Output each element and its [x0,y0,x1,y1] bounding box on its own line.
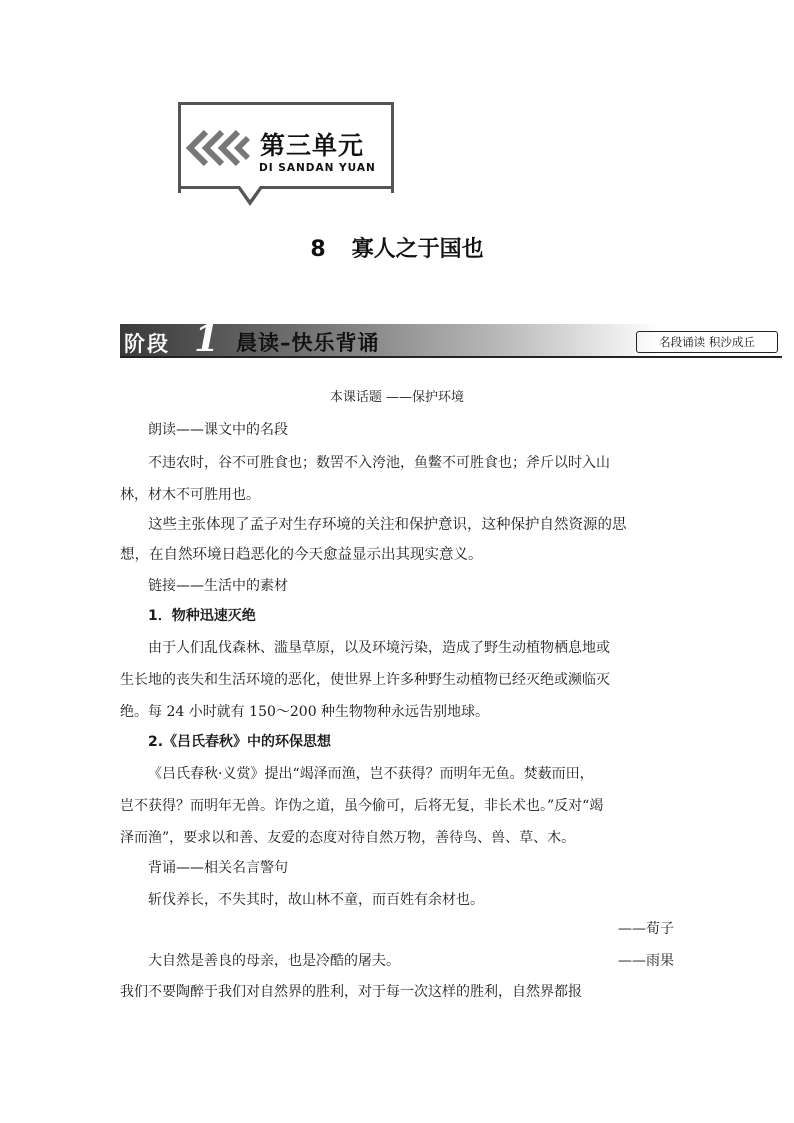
quote-text: 斩伐养长，不失其时，故山林不童，而百姓有余材也。 [148,892,484,908]
item-heading: 2.《吕氏春秋》中的环保思想 [148,734,332,750]
paragraph-line: 我们不要陶醉于我们对自然界的胜利，对于每一次这样的胜利，自然界都报 [120,984,582,1000]
paragraph-line: 《吕氏春秋·义赏》提出“竭泽而渔，岂不获得？而明年无鱼。焚薮而田， [148,766,594,782]
stage-tag: 名段诵读 积沙成丘 [636,331,778,353]
paragraph-line: 生长地的丧失和生活环境的恶化，使世界上许多种野生动植物已经灭绝或濒临灭 [120,672,610,688]
paragraph-line: 想，在自然环境日趋恶化的今天愈益显示出其现实意义。 [120,547,483,563]
stage-title: 晨读–快乐背诵 [236,331,380,355]
unit-banner-tail-inner [240,186,260,200]
quote-author: ——荀子 [618,921,674,937]
item-heading: 1．物种迅速灭绝 [148,608,256,624]
unit-banner-edge [178,186,238,189]
unit-title: 第三单元 [260,131,365,160]
topic-line: 本课话题 ——保护环境 [329,390,465,405]
paragraph-line: 这些主张体现了孟子对生存环境的关注和保护意识，这种保护自然资源的思 [148,517,627,533]
paragraph-line: 不违农时，谷不可胜食也；数罟不入洿池，鱼鳖不可胜食也；斧斤以时入山 [148,455,610,471]
quote-text: 大自然是善良的母亲，也是冷酷的屠夫。 [148,953,400,969]
stage-number: 1 [194,318,220,360]
stage-label: 阶段 [124,332,170,356]
lesson-number: 8 [310,237,326,262]
lesson-name: 寡人之于国也 [351,237,484,262]
paragraph-line: 林，材木不可胜用也。 [120,487,260,503]
section-heading-recite: 背诵——相关名言警句 [148,860,288,876]
quote-author: ——雨果 [618,953,674,969]
lesson-title [0,232,794,263]
paragraph-line: 绝。每 24 小时就有 150～200 种生物物种永远告别地球。 [120,704,490,720]
chevron-logo-icon [186,128,254,168]
stage-bar-underline [120,356,782,358]
unit-subtitle: DI SANDAN YUAN [259,162,376,174]
paragraph-line: 岂不获得？而明年无兽。诈伪之道，虽今偷可，后将无复，非长术也。”反对“竭 [120,798,604,814]
section-heading-reading: 朗读——课文中的名段 [148,422,288,438]
paragraph-line: 由于人们乱伐森林、滥垦草原，以及环境污染，造成了野生动植物栖息地或 [148,640,610,656]
paragraph-line: 泽而渔”，要求以和善、友爱的态度对待自然万物，善待鸟、兽、草、木。 [120,830,576,846]
unit-banner-edge [262,186,391,189]
section-heading-link: 链接——生活中的素材 [148,578,288,594]
